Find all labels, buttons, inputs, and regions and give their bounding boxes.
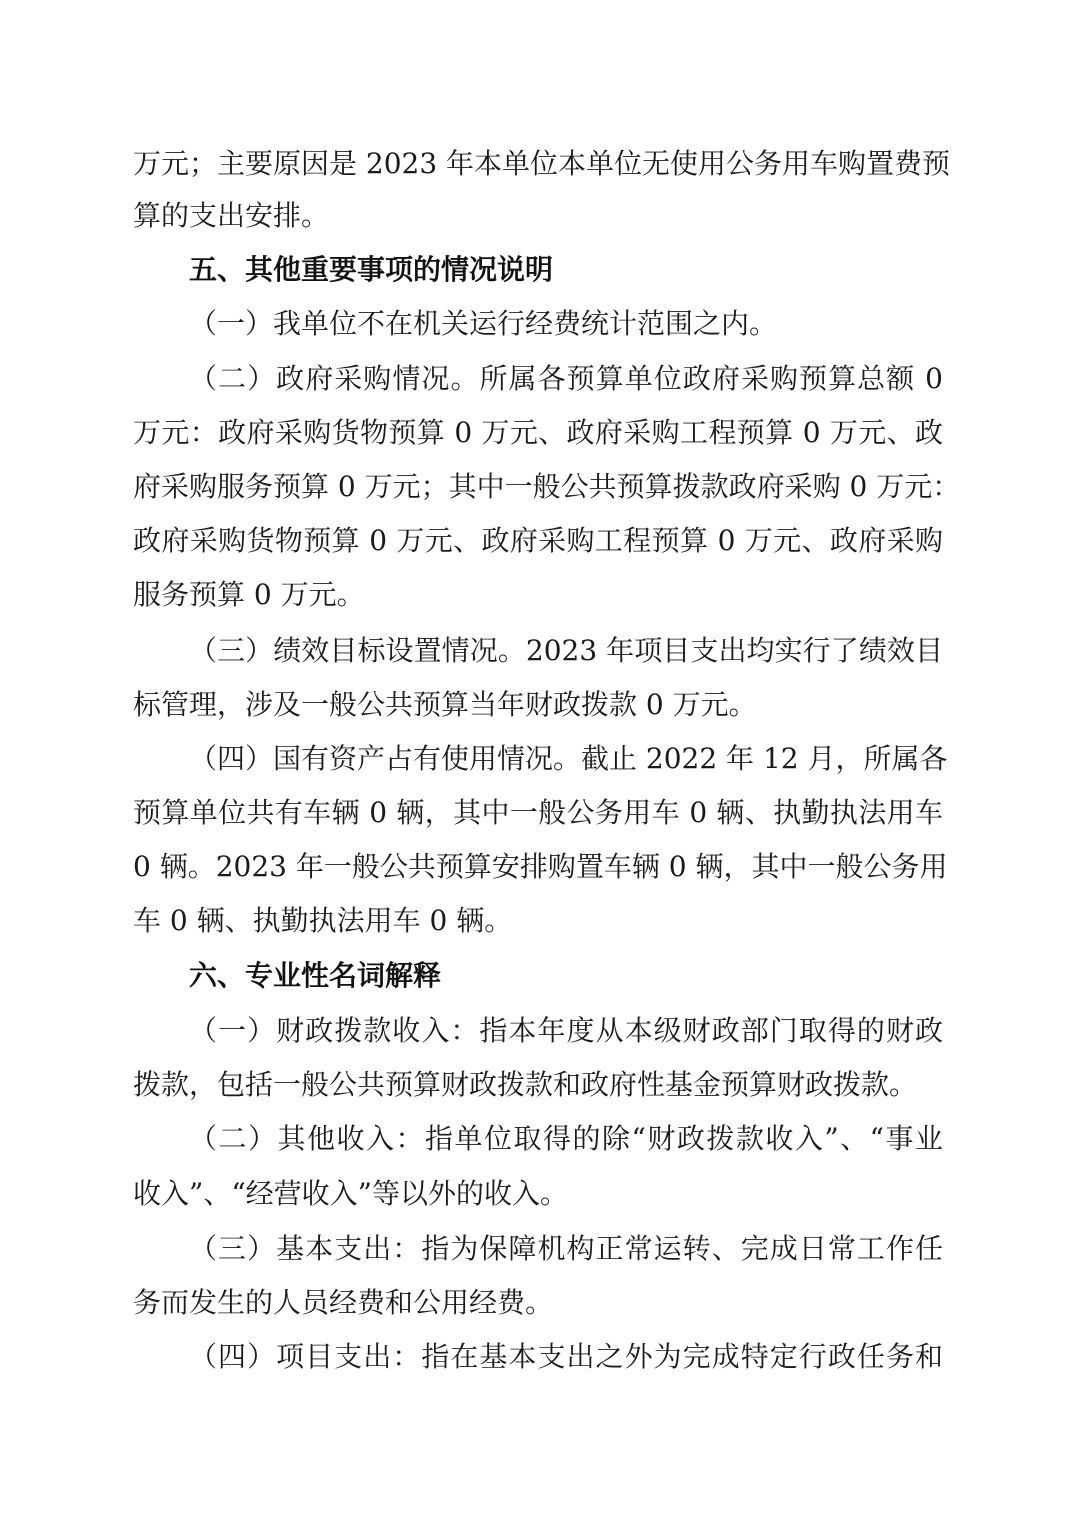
paragraph-line: 车 0 辆、执勤执法用车 0 辆。: [133, 904, 513, 937]
paragraph-line: 服务预算 0 万元。: [133, 578, 365, 611]
section-heading-5: 五、其他重要事项的情况说明: [189, 253, 554, 286]
paragraph-line: （二）政府采购情况。所属各预算单位政府采购预算总额 0: [189, 362, 943, 395]
paragraph-line: 万元；主要原因是 2023 年本单位本单位无使用公务用车购置费预: [133, 147, 951, 180]
paragraph-line: 算的支出安排。: [133, 199, 330, 232]
paragraph-line: 预算单位共有车辆 0 辆，其中一般公务用车 0 辆、执勤执法用车: [133, 796, 943, 829]
paragraph-line: （二）其他收入：指单位取得的除“财政拨款收入”、“事业: [189, 1122, 943, 1155]
paragraph-line: （三）绩效目标设置情况。2023 年项目支出均实行了绩效目: [189, 634, 943, 667]
paragraph-line: 务而发生的人员经费和公用经费。: [133, 1286, 554, 1319]
paragraph-line: 标管理，涉及一般公共预算当年财政拨款 0 万元。: [133, 688, 757, 721]
paragraph-line: 府采购服务预算 0 万元；其中一般公共预算拨款政府采购 0 万元：: [133, 470, 961, 503]
paragraph-line: （三）基本支出：指为保障机构正常运转、完成日常工作任: [189, 1232, 943, 1265]
paragraph-line: 万元：政府采购货物预算 0 万元、政府采购工程预算 0 万元、政: [133, 416, 943, 449]
paragraph-line: （四）国有资产占有使用情况。截止 2022 年 12 月，所属各: [189, 742, 948, 775]
paragraph-line: （一）财政拨款收入：指本年度从本级财政部门取得的财政: [189, 1014, 943, 1047]
section-heading-6: 六、专业性名词解释: [189, 959, 442, 992]
paragraph-line: （四）项目支出：指在基本支出之外为完成特定行政任务和: [189, 1340, 943, 1373]
paragraph-line: （一）我单位不在机关运行经费统计范围之内。: [189, 307, 778, 340]
paragraph-line: 政府采购货物预算 0 万元、政府采购工程预算 0 万元、政府采购: [133, 524, 943, 557]
paragraph-line: 拨款，包括一般公共预算财政拨款和政府性基金预算财政拨款。: [133, 1068, 918, 1101]
paragraph-line: 收入”、“经营收入”等以外的收入。: [133, 1177, 568, 1210]
paragraph-line: 0 辆。2023 年一般公共预算安排购置车辆 0 辆，其中一般公务用: [133, 850, 948, 883]
